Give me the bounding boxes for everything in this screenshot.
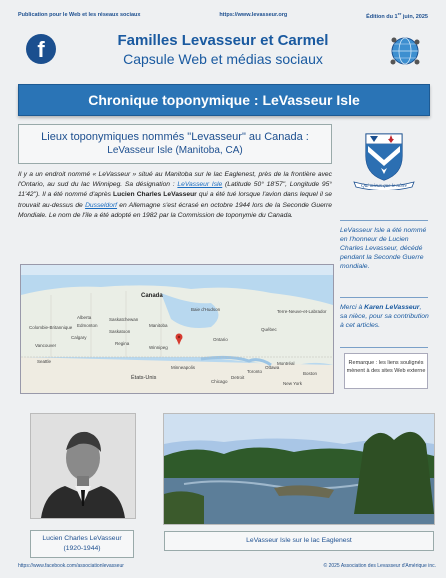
- map-label-colombie-britannique: Colombie-Britannique: [29, 325, 73, 330]
- map-label-edmonton: Edmonton: [77, 323, 98, 328]
- facebook-icon[interactable]: f: [26, 34, 56, 64]
- publication-label: Publication pour le Web et les réseaux sociaux: [18, 12, 141, 18]
- map-label-ontario: Ontario: [213, 337, 228, 342]
- article-title-line1: Lieux toponymiques nommés "Levasseur" au Canada :: [41, 131, 309, 143]
- map-label-ottawa: Ottawa: [265, 365, 280, 370]
- portrait-photo: [30, 413, 136, 519]
- map-label-manitoba: Manitoba: [149, 323, 168, 328]
- map-label-terre-neuve: Terre-Neuve-et-Labrador: [277, 309, 327, 314]
- lucien-name: Lucien Charles LeVasseur: [113, 191, 197, 199]
- page-title: Familles Levasseur et Carmel: [117, 32, 329, 49]
- svg-text:Qui mieux que le nôtre: Qui mieux que le nôtre: [361, 184, 407, 189]
- map-label-new-york: New York: [283, 381, 303, 386]
- map-label-toronto: Toronto: [247, 369, 263, 374]
- website-link[interactable]: https://www.levasseur.org: [219, 12, 288, 18]
- map-label-boston: Boston: [303, 371, 318, 376]
- page-subtitle: Capsule Web et médias sociaux: [123, 51, 323, 67]
- section-banner: Chronique toponymique : LeVasseur Isle: [18, 84, 430, 116]
- portrait-caption: Lucien Charles LeVasseur (1920-1944): [30, 530, 134, 558]
- page-footer: [18, 563, 436, 573]
- map-label-alberta: Alberta: [77, 315, 92, 320]
- sidebar-note-honor: LeVasseur Isle a été nommé en l'honneur de Lucien Charles Levasseur, décédé pendant la Seconde Guerre mondiale.: [340, 227, 427, 270]
- page-header: [18, 24, 428, 80]
- levasseur-isle-link[interactable]: LeVasseur Isle: [177, 181, 223, 189]
- remark-box: Remarque : les liens soulignés mènent à des sites Web externe: [344, 353, 428, 389]
- sidebar-note-thanks: Merci à Karen LeVasseur, sa nièce, pour sa contribution à cet articles.: [340, 304, 429, 329]
- dusseldorf-link[interactable]: Dusseldorf: [85, 201, 118, 209]
- map-label-calgary: Calgary: [71, 335, 87, 340]
- family-crest-logo: [346, 130, 422, 190]
- map-label-etats-unis: États-Unis: [131, 375, 157, 381]
- map-label-saskatchewan: Saskatchewan: [109, 317, 139, 322]
- map-label-canada: Canada: [141, 293, 163, 299]
- map-label-winnipeg: Winnipeg: [149, 345, 168, 350]
- globe-network-icon: [388, 34, 422, 68]
- top-info-line: [18, 8, 428, 22]
- sidebar-divider: [340, 297, 428, 298]
- map-label-minneapolis: Minneapolis: [171, 365, 196, 370]
- map-label-saskatoon: Saskatoon: [109, 329, 131, 334]
- map-label-seattle: Seattle: [37, 359, 52, 364]
- map-label-chicago: Chicago: [211, 379, 228, 384]
- map-label-regina: Regina: [115, 341, 130, 346]
- copyright: © 2025 Association des Levasseur d'Amérique inc.: [323, 563, 436, 569]
- edition-date: Édition du 1er juin, 2025: [366, 10, 428, 20]
- map-label-baie-hudson: Baie d'Hudson: [191, 307, 221, 312]
- sidebar-divider: [340, 220, 428, 221]
- article-title-box: [18, 124, 332, 164]
- canada-map[interactable]: [20, 264, 334, 394]
- landscape-caption: LeVasseur Isle sur le lac Eaglenest: [164, 531, 434, 551]
- map-label-vancouver: Vancouver: [35, 343, 57, 348]
- article-body: Il y a un endroit nommé « LeVasseur » situé au Manitoba sur le lac Eaglenest, près de la frontière avec l'Ontario, au sud du lac Winnipeg. Sa désignation : LeVasseur Isle (Latitude 50° 18'57", Longitude 95° 11'42"). Il a été nommé d'après Lucien Charles LeVasseur qui a été tué lorsque l'avion dans lequel il se trouvait au-dessus de Dusseldorf en Allemagne s'est écrasé en octobre 1944 lors de la Seconde Guerre Mondiale. Le nom de l'île a été adopté en 1982 par la Commission de toponymie du Canada.: [18, 171, 332, 219]
- sidebar-divider: [340, 347, 428, 348]
- map-label-quebec: Québec: [261, 327, 277, 332]
- map-label-detroit: Detroit: [231, 375, 245, 380]
- article-title-line2: LeVasseur Isle (Manitoba, CA): [107, 145, 243, 156]
- facebook-url[interactable]: https://www.facebook.com/associationlevasseur: [18, 563, 124, 569]
- landscape-photo: [163, 413, 435, 525]
- map-label-montreal: Montréal: [277, 361, 295, 366]
